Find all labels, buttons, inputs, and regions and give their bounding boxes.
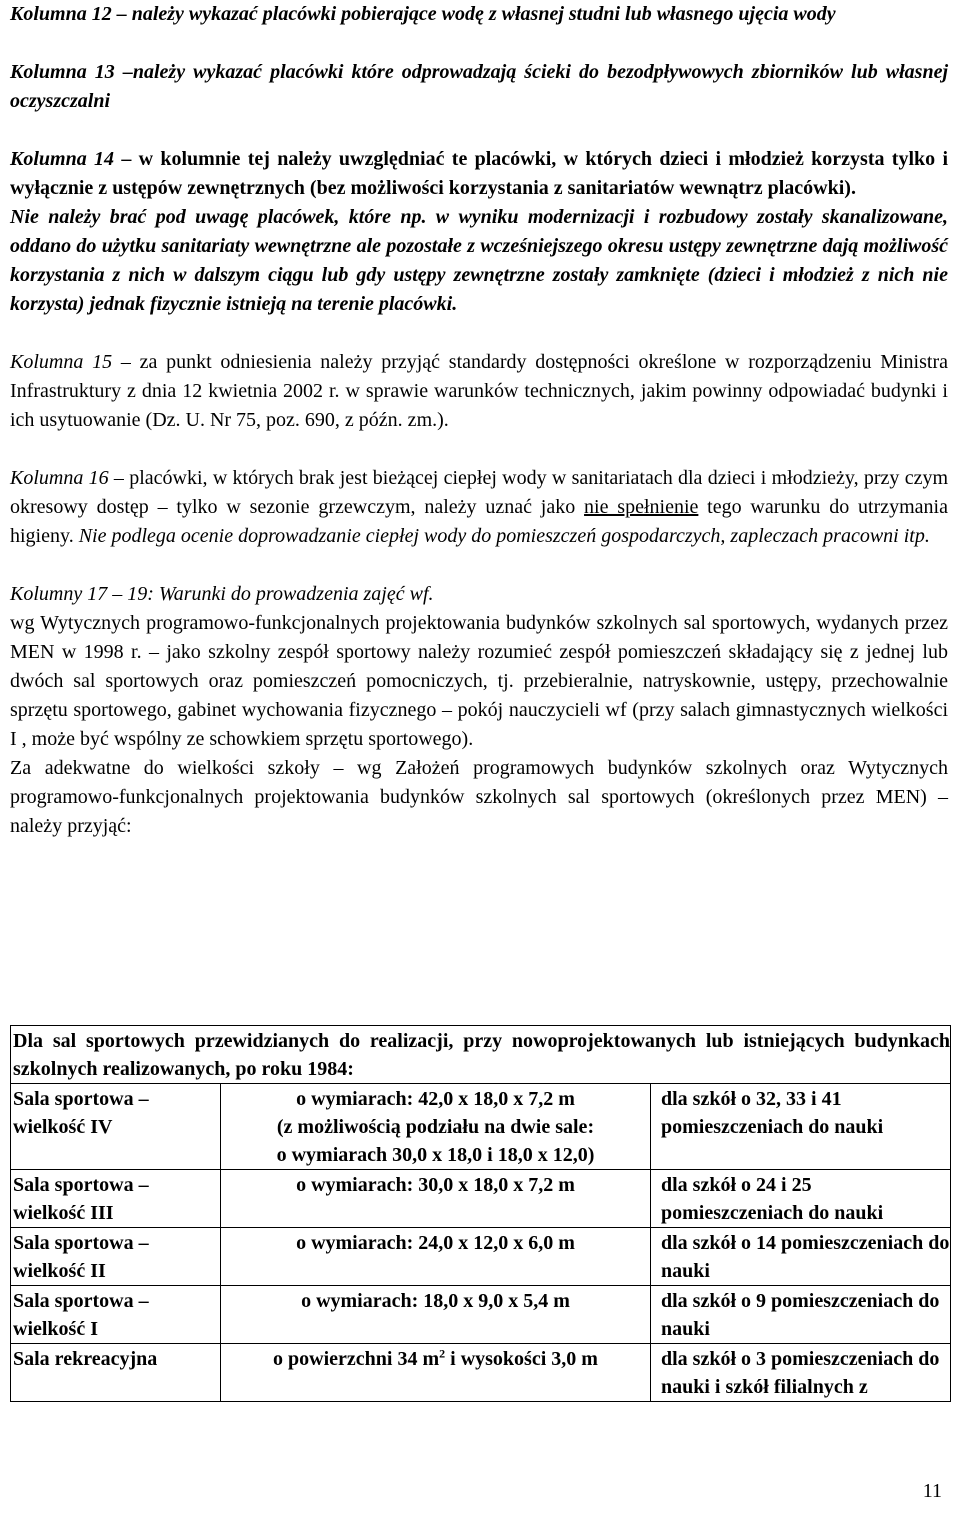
table-header-row	[11, 1026, 951, 1084]
table-header: Dla sal sportowych przewidzianych do realizacji, przy nowoprojektowanych lub istniejących budynkach szkolnych realizowanych, po roku 1984:	[11, 1026, 951, 1084]
sports-hall-table	[10, 1025, 951, 1402]
col17-19-para2: Za adekwatne do wielkości szkoły – wg Założeń programowych budynków szkolnych oraz Wytycznych programowo-funkcjonalnych projektowania budynków szkolnych sal sportowych (określonych przez MEN) – należy przyjąć:	[10, 757, 948, 837]
table-row	[11, 1286, 951, 1344]
col14-text: – w kolumnie tej należy uwzględniać te placówki, w których dzieci i młodzież korzysta tylko i wyłącznie z ustępów zewnętrznych (bez możliwości korzystania z sanitariatów wewnątrz placówki).	[10, 148, 949, 199]
col14-paragraph	[10, 145, 948, 203]
col16-text-b: tego warunku do utrzymania higieny.	[10, 496, 948, 547]
hall-dimensions: o wymiarach: 18,0 x 9,0 x 5,4 m	[221, 1286, 651, 1344]
col16-text-a: – placówki, w których brak jest bieżącej ciepłej wody w sanitariatach dla dzieci i młodzieży, przy czym okresowy dostęp – tylko w sezonie grzewczym, należy uznać jako	[10, 467, 949, 518]
col15-label: Kolumna 15	[10, 351, 113, 373]
col17-19-para1: wg Wytycznych programowo-funkcjonalnych projektowania budynków szkolnych sal sportowych, wydanych przez MEN w 1998 r. – jako szkolny zespół sportowy należy rozumieć zespół pomieszczeń składający się z jednej lub dwóch sal sportowych oraz pomieszczeń pomocniczych, tj. przebieralnie, natryskownie, ustępy, przechowalnie sprzętu sportowego, gabinet wychowania fizycznego – pokój nauczycieli wf (przy salach gimnastycznych wielkości I , może być wspólny ze schowkiem sprzętu sportowego).	[10, 612, 948, 750]
hall-for: dla szkół o 3 pomieszczeniach do nauki i szkół filialnych z	[651, 1344, 951, 1402]
col16-note: Nie podlega ocenie doprowadzanie ciepłej wody do pomieszczeń gospodarczych, zapleczach pracowni itp.	[78, 525, 930, 547]
hall-name: Sala sportowa – wielkość III	[11, 1170, 221, 1228]
hall-dimensions-part: o powierzchni 34 m	[273, 1348, 440, 1370]
document-page	[10, 0, 948, 841]
hall-for: dla szkół o 9 pomieszczeniach do nauki	[651, 1286, 951, 1344]
hall-dimensions-line: (z możliwością podziału na dwie sale:	[276, 1116, 595, 1138]
hall-name: Sala sportowa – wielkość II	[11, 1228, 221, 1286]
col13-text: –należy wykazać placówki które odprowadzają ścieki do bezodpływowych zbiorników lub własnej oczyszczalni	[10, 61, 949, 112]
hall-dimensions-line: o wymiarach 30,0 x 18,0 i 18,0 x 12,0)	[276, 1144, 595, 1166]
col13-paragraph	[10, 58, 948, 116]
hall-dimensions: o wymiarach: 30,0 x 18,0 x 7,2 m	[221, 1170, 651, 1228]
col12-paragraph	[10, 0, 948, 29]
col16-label: Kolumna 16	[10, 467, 109, 489]
hall-dimensions: o wymiarach: 24,0 x 12,0 x 6,0 m	[221, 1228, 651, 1286]
hall-dimensions	[221, 1344, 651, 1402]
col12-text: – należy wykazać placówki pobierające wodę z własnej studni lub własnego ujęcia wody	[111, 3, 836, 25]
col17-19-heading: Kolumny 17 – 19: Warunki do prowadzenia zajęć wf.	[10, 583, 434, 605]
table-row	[11, 1084, 951, 1170]
col14-label: Kolumna 14	[10, 148, 115, 170]
col16-paragraph	[10, 464, 948, 551]
table-row	[11, 1228, 951, 1286]
col12-label: Kolumna 12	[10, 3, 112, 25]
hall-for: dla szkół o 14 pomieszczeniach do nauki	[651, 1228, 951, 1286]
table-row	[11, 1344, 951, 1402]
col15-paragraph	[10, 348, 948, 435]
table-row	[11, 1170, 951, 1228]
hall-name: Sala sportowa – wielkość IV	[11, 1084, 221, 1170]
page-number: 11	[922, 1480, 942, 1502]
col13-label: Kolumna 13	[10, 61, 115, 83]
hall-for: dla szkół o 24 i 25 pomieszczeniach do nauki	[651, 1170, 951, 1228]
hall-for: dla szkół o 32, 33 i 41 pomieszczeniach do nauki	[651, 1084, 951, 1170]
hall-dimensions-line: o wymiarach: 42,0 x 18,0 x 7,2 m	[296, 1088, 575, 1110]
superscript: 2	[439, 1346, 446, 1361]
hall-name: Sala rekreacyjna	[11, 1344, 221, 1402]
col14-note: Nie należy brać pod uwagę placówek, które np. w wyniku modernizacji i rozbudowy zostały skanalizowane, oddano do użytku sanitariaty wewnętrzne ale pozostałe z wcześniejszego okresu ustępy zewnętrzne dają możliwość korzystania z nich w dalszym ciągu lub gdy ustępy zewnętrzne zostały zamknięte (dzieci i młodzież z nich nie korzysta) jednak fizycznie istnieją na terenie placówki.	[10, 206, 948, 315]
col16-underlined: nie spełnienie	[584, 496, 699, 518]
hall-dimensions	[221, 1084, 651, 1170]
hall-name: Sala sportowa – wielkość I	[11, 1286, 221, 1344]
col15-text: – za punkt odniesienia należy przyjąć standardy dostępności określone w rozporządzeniu Ministra Infrastruktury z dnia 12 kwietnia 2002 r. w sprawie warunków technicznych, jakim powinny odpowiadać budynki i ich usytuowanie (Dz. U. Nr 75, poz. 690, z późn. zm.).	[10, 351, 948, 431]
hall-dimensions-part: i wysokości 3,0 m	[445, 1348, 598, 1370]
